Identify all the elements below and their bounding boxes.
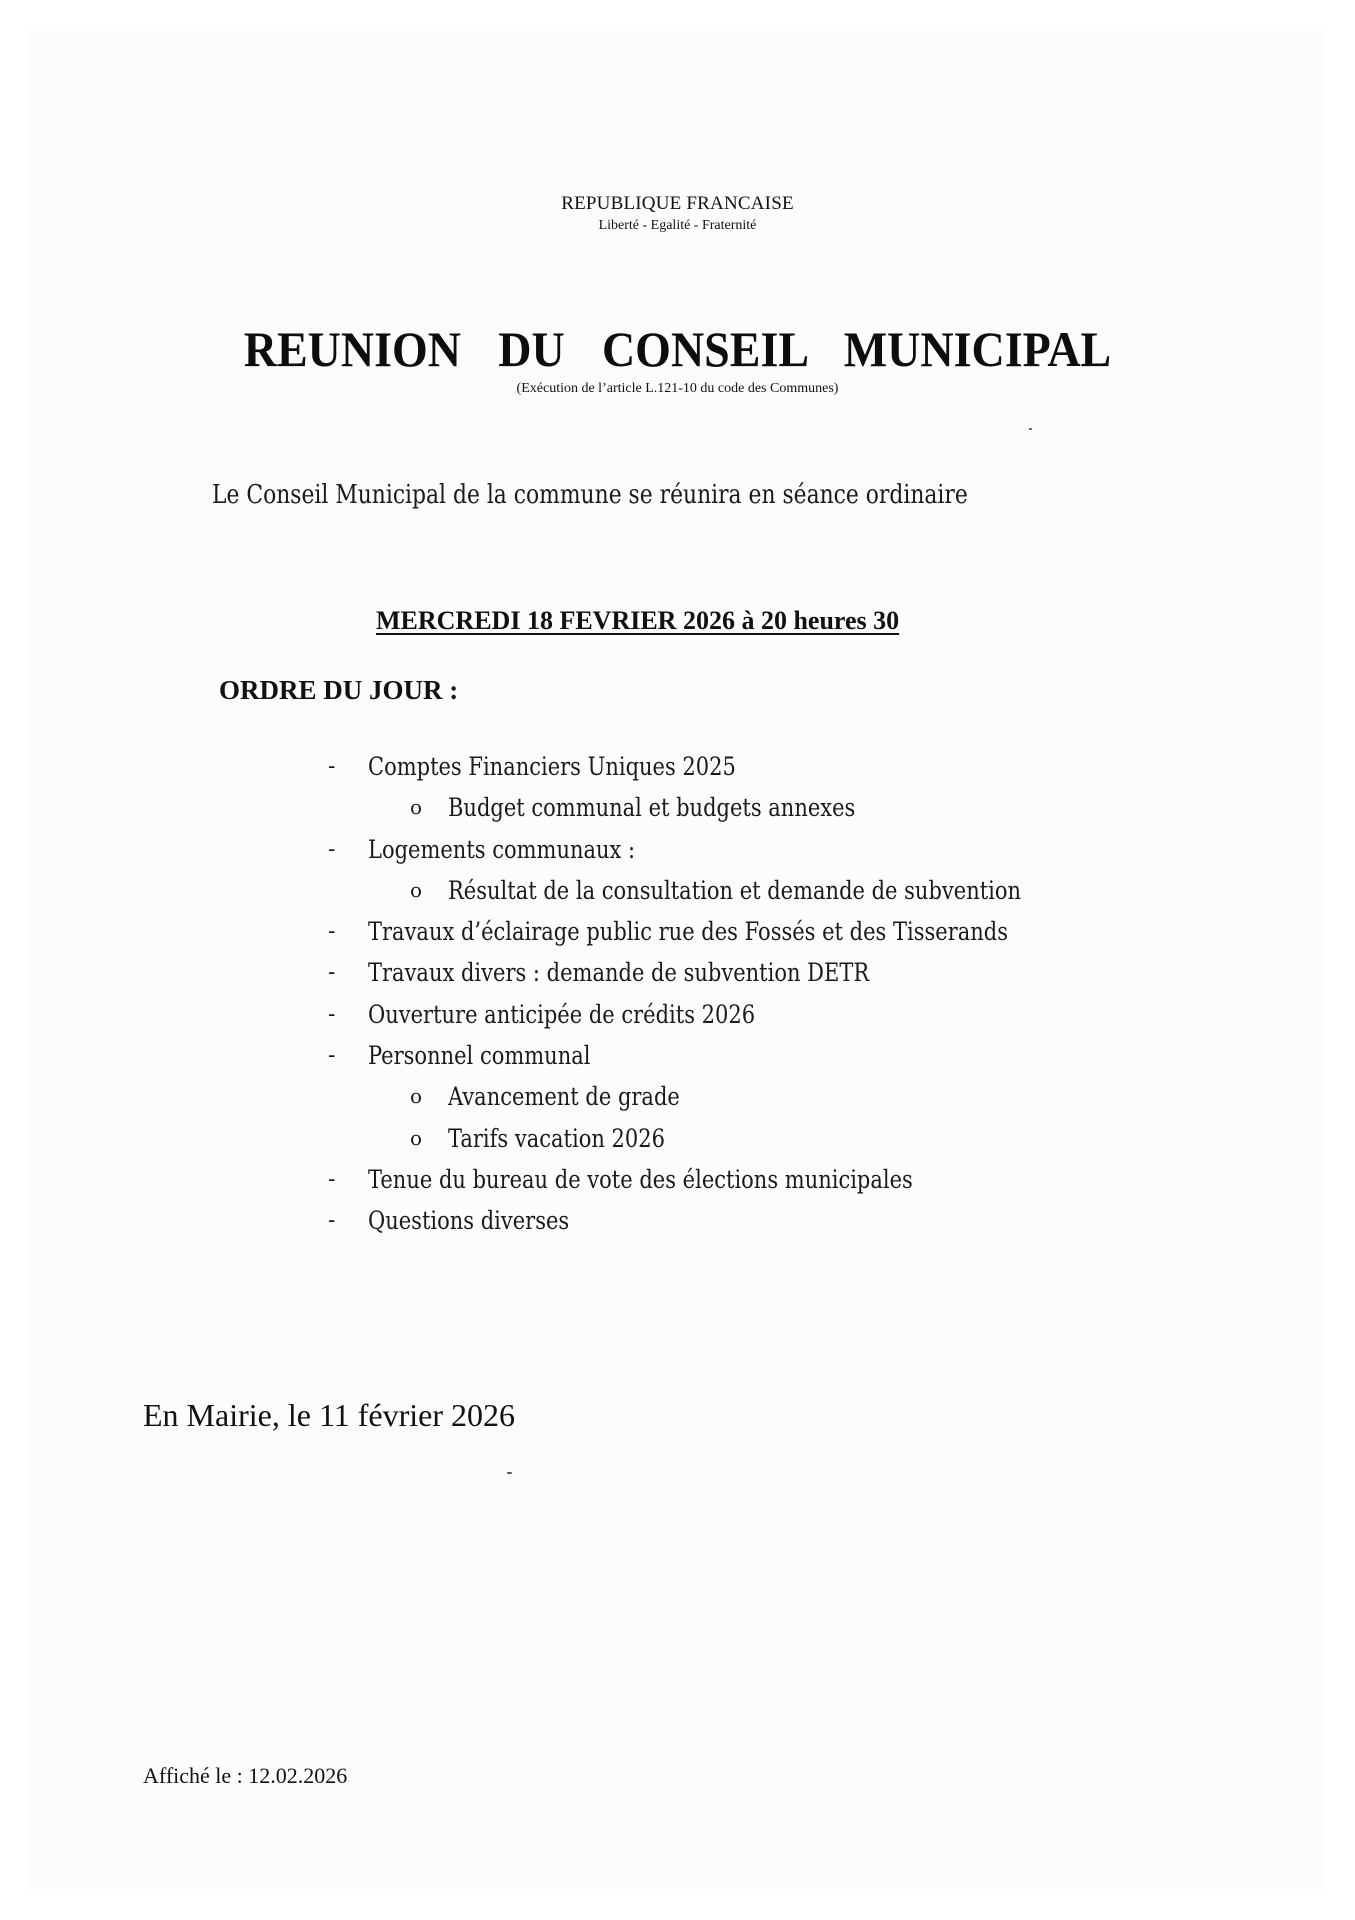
agenda-heading: ORDRE DU JOUR : xyxy=(219,675,459,705)
dash-bullet-icon: - xyxy=(328,754,336,779)
agenda-item-label: Personnel communal xyxy=(368,1041,591,1071)
national-motto: Liberté - Egalité - Fraternité xyxy=(598,218,757,233)
agenda-item-label: Comptes Financiers Uniques 2025 xyxy=(368,752,736,781)
dash-bullet-icon: - xyxy=(328,1001,336,1027)
signature-line: En Mairie, le 11 février 2026 xyxy=(143,1397,516,1433)
country-heading: REPUBLIQUE FRANCAISE xyxy=(561,193,794,214)
agenda-item-label: Ouverture anticipée de crédits 2026 xyxy=(368,999,756,1029)
circle-bullet-icon: o xyxy=(410,877,423,902)
agenda-subitem-label: Budget communal et budgets annexes xyxy=(448,793,856,823)
agenda-subitem-label: Tarifs vacation 2026 xyxy=(448,1123,665,1153)
agenda-item-label: Travaux d’éclairage public rue des Fossés et des Tisserands xyxy=(368,917,1009,947)
agenda-subitem-label: Résultat de la consultation et demande de subvention xyxy=(448,875,1022,905)
dash-bullet-icon: - xyxy=(328,960,336,986)
meeting-date: MERCREDI 18 FEVRIER 2026 à 20 heures 30 xyxy=(376,606,900,635)
agenda-subitem-label: Avancement de grade xyxy=(448,1082,680,1112)
dash-bullet-icon: - xyxy=(328,836,336,862)
circle-bullet-icon: o xyxy=(410,795,423,820)
scan-speck xyxy=(507,1472,512,1474)
agenda-item-label: Travaux divers : demande de subvention DETR xyxy=(368,958,870,988)
dash-bullet-icon: - xyxy=(328,1166,336,1192)
circle-bullet-icon: o xyxy=(410,1084,423,1109)
dash-bullet-icon: - xyxy=(328,919,336,945)
legal-reference: (Exécution de l’article L.121-10 du code des Communes) xyxy=(516,381,839,396)
intro-sentence: Le Conseil Municipal de la commune se réunira en séance ordinaire xyxy=(212,480,968,510)
posting-date: Affiché le : 12.02.2026 xyxy=(143,1763,348,1788)
agenda-item-label: Tenue du bureau de vote des élections municipales xyxy=(368,1164,913,1194)
dash-bullet-icon: - xyxy=(328,1043,336,1069)
agenda-item-label: Questions diverses xyxy=(368,1206,570,1236)
dash-bullet-icon: - xyxy=(328,1208,336,1234)
document-title: REUNION DU CONSEIL MUNICIPAL xyxy=(243,321,1112,377)
agenda-item-label: Logements communaux : xyxy=(368,834,636,864)
circle-bullet-icon: o xyxy=(410,1125,423,1150)
scan-speck xyxy=(1029,428,1032,430)
